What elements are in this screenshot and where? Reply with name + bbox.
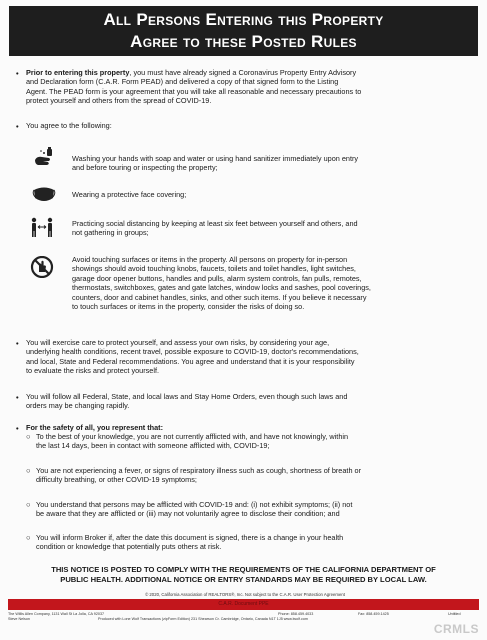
rule-touch-line: showings should avoid touching knobs, faucets, toilets and toilet handles, light switches, — [72, 264, 356, 274]
face-mask-icon — [32, 183, 56, 205]
producer-line: Produced with Lone Wolf Transactions (zipForm Edition) 231 Shearson Cr. Cambridge, Ontario, Canada N1T 1J5 www.lwolf.com — [98, 617, 308, 621]
safety-item-line: condition or knowledge that potentially puts others at risk. — [36, 542, 222, 552]
safety-heading: For the safety of all, you represent that: — [26, 423, 164, 432]
rule-touch — [72, 255, 472, 311]
sub-bullet: ○ — [26, 432, 31, 441]
rule-distance — [72, 219, 472, 238]
document-code: C.A.R. Document PPE — [218, 601, 269, 607]
legal-notice — [22, 565, 465, 585]
notice-line-1: THIS NOTICE IS POSTED TO COMPLY WITH THE REQUIREMENTS OF THE CALIFORNIA DEPARTMENT OF — [51, 565, 436, 574]
safety-item — [36, 432, 476, 451]
handwashing-icon — [32, 147, 56, 169]
caution-line: underlying health conditions, recent travel, possible exposure to COVID-19, doctor's recommendations, — [26, 347, 359, 357]
intro-paragraph — [26, 68, 471, 106]
caution-line: You will exercise care to protect yourself, and assess your own risks, by considering your age, — [26, 338, 330, 347]
red-footer-bar — [8, 599, 479, 610]
laws-line: You will follow all Federal, State, and local laws and Stay Home Orders, even though such laws and — [26, 392, 348, 401]
brokerage-address: The Willis Allen Company, 1131 Wall St La Jolla, CA 92037 — [8, 612, 105, 616]
banner-line-1: All Persons Entering this Property — [103, 10, 384, 29]
safety-item-line: To the best of your knowledge, you are not currently afflicted with, and have not knowingly, within — [36, 432, 349, 441]
caution-line: and local, State and Federal recommendations. You agree and understand that it is your responsibility — [26, 356, 355, 366]
safety-item-line: You understand that persons may be afflicted with COVID-19 and: (i) not exhibit symptoms; (ii) not — [36, 500, 353, 509]
intro-line-4: protect yourself and others from the spread of COVID-19. — [26, 96, 212, 106]
caution-paragraph — [26, 338, 471, 376]
rule-wash-line-2: and before touring or inspecting the property; — [72, 163, 218, 173]
fax-number: Fax: 858.459.1425 — [358, 612, 389, 616]
rule-touch-line: garage door opener buttons, handles and pulls, alarm system controls, fan pulls, remotes, — [72, 273, 362, 283]
safety-item — [36, 533, 476, 552]
rule-wash-line-1: Washing your hands with soap and water or using hand sanitizer immediately upon entry — [72, 154, 359, 163]
notice-line-2: PUBLIC HEALTH. ADDITIONAL NOTICE OR ENTRY STANDARDS MAY BE REQUIRED BY LOCAL LAW. — [60, 575, 427, 584]
intro-line-1: , you must have already signed a Coronavirus Property Entry Advisory — [129, 68, 357, 77]
rule-touch-line: Avoid touching surfaces or items in the property. All persons on property for in-person — [72, 255, 348, 264]
sub-bullet: ○ — [26, 466, 31, 475]
safety-item-line: be aware that they are afflicted or (iii) may not voluntarily agree to disclose their condition; and — [36, 509, 340, 519]
rule-mask — [72, 190, 472, 199]
bullet-dot: • — [16, 122, 19, 131]
sub-bullet: ○ — [26, 500, 31, 509]
laws-line: orders may be changing rapidly. — [26, 401, 130, 411]
rule-touch-line: to touch surfaces or items in the property, consider the risks of doing so. — [72, 302, 305, 312]
intro-bold: Prior to entering this property — [26, 68, 130, 77]
form-footer — [8, 612, 479, 630]
bullet-dot: • — [16, 393, 19, 402]
safety-item-line: You will inform Broker if, after the date this document is signed, there is a change in your health — [36, 533, 344, 542]
bullet-dot: • — [16, 424, 19, 433]
bullet-dot: • — [16, 339, 19, 348]
safety-item-line: You are not experiencing a fever, or signs of respiratory illness such as cough, shortness of breath or — [36, 466, 362, 475]
social-distance-icon — [30, 217, 54, 239]
title-banner — [9, 6, 478, 56]
rule-distance-line-2: not gathering in groups; — [72, 228, 149, 238]
intro-line-3: Agent. The PEAD form is your agreement that you will take all reasonable and necessary precautions to — [26, 86, 362, 96]
safety-item-line: the last 14 days, been in contact with someone afflicted with, COVID-19; — [36, 441, 270, 451]
crmls-watermark: CRMLS — [433, 622, 479, 636]
rule-wash — [72, 154, 472, 173]
sub-bullet: ○ — [26, 533, 31, 542]
safety-item — [36, 466, 476, 485]
safety-item — [36, 500, 476, 519]
no-touch-icon — [30, 256, 54, 278]
phone-number: Phone: 858.459.4033 — [278, 612, 314, 616]
agree-heading: You agree to the following: — [26, 121, 112, 130]
rule-mask-line-1: Wearing a protective face covering; — [72, 190, 187, 199]
copyright-text: © 2020, California Association of REALTORS®, Inc. Not subject to the C.A.R. User Protection Agreement — [145, 592, 345, 597]
caution-line: to evaluate the risks and protect yourself. — [26, 366, 160, 376]
intro-line-2: and Declaration form (C.A.R. Form PEAD) and delivered a copy of that signed form to the Listing — [26, 77, 339, 87]
untitled-label: Untitled — [448, 612, 461, 616]
rule-distance-line-1: Practicing social distancing by keeping at least six feet between yourself and others, and — [72, 219, 358, 228]
agent-name: Steve Nelson — [8, 617, 30, 621]
banner-line-2: Agree to these Posted Rules — [130, 32, 357, 51]
safety-item-line: difficulty breathing, or other COVID-19 symptoms; — [36, 475, 197, 485]
laws-paragraph — [26, 392, 471, 411]
bullet-dot: • — [16, 69, 19, 78]
rule-touch-line: counters, door and cabinet handles, sinks, and other such items. If you believe it necessary — [72, 292, 367, 302]
rule-touch-line: thermostats, switchboxes, gates and gate latches, window locks and sashes, pool coverings, — [72, 283, 371, 293]
